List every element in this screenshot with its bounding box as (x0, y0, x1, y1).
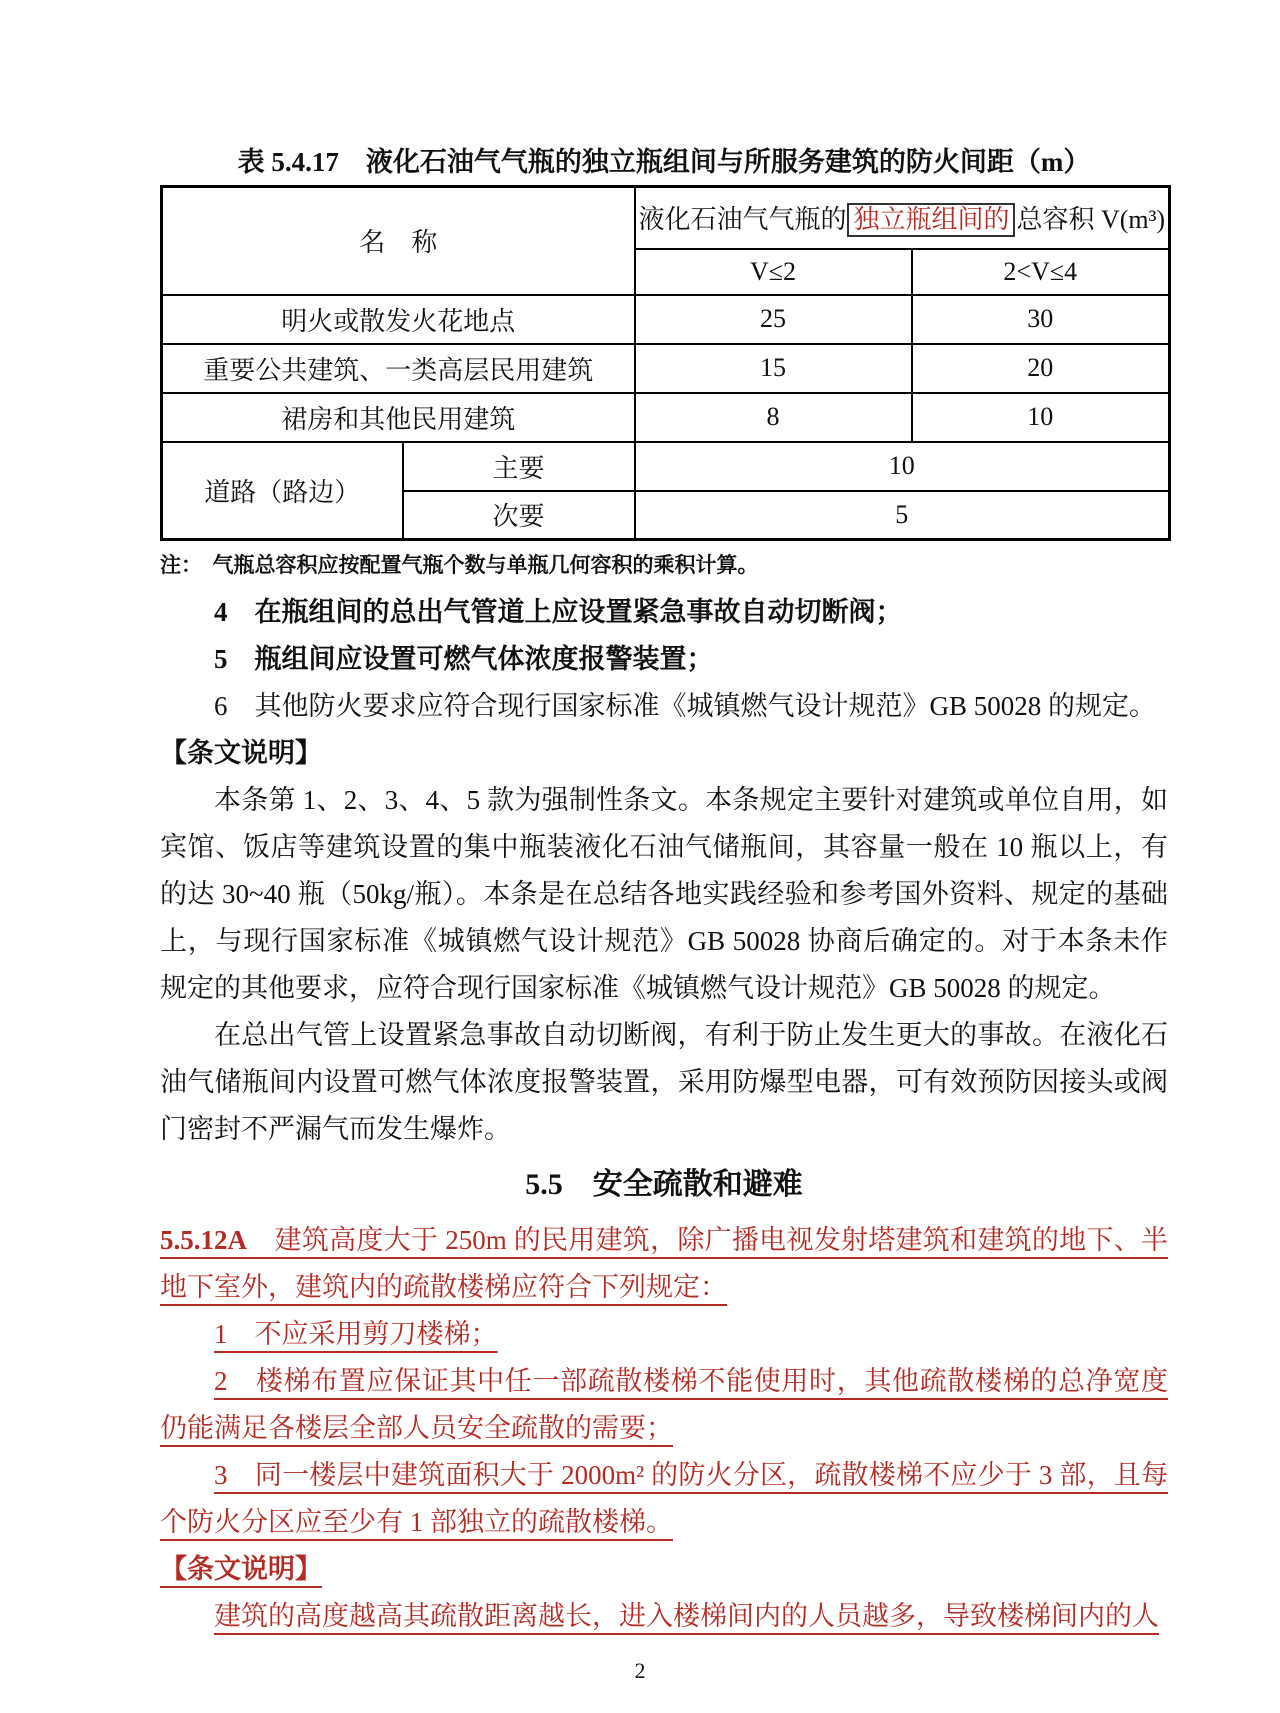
explanation-header-red: 【条文说明】 (160, 1554, 322, 1584)
clause-5512A-lead (160, 1217, 1168, 1311)
row-value-small: 15 (635, 344, 912, 393)
road-primary-value: 10 (635, 442, 1170, 491)
road-secondary-label: 次要 (403, 491, 635, 540)
row-value-large: 20 (912, 344, 1170, 393)
row-value-small: 25 (635, 295, 912, 344)
table-row (162, 295, 1170, 344)
explanation-paragraph-1: 本条第 1、2、3、4、5 款为强制性条文。本条规定主要针对建筑或单位自用，如宾馆、饭店等建筑设置的集中瓶装液化石油气储瓶间，其容量一般在 10 瓶以上，有的达 30~40 瓶（50kg/瓶）。本条是在总结各地实践经验和参考国外资料、规定的基础上，与现行国家标准《城镇燃气设计规范》GB 50028 协商后确定的。对于本条未作规定的其他要求，应符合现行国家标准《城镇燃气设计规范》GB 50028 的规定。 (160, 785, 1168, 1003)
table-subheader-v-large: 2<V≤4 (912, 249, 1170, 295)
clause-5512A-lead-text: 建筑高度大于 250m 的民用建筑，除广播电视发射塔建筑和建筑的地下、半地下室外，建筑内的疏散楼梯应符合下列规定： (160, 1225, 1168, 1302)
body-text (160, 589, 1168, 1640)
table-row (162, 393, 1170, 442)
clause-5417-item-5: 5 瓶组间应设置可燃气体浓度报警装置； (214, 644, 714, 674)
explanation-header-black: 【条文说明】 (160, 738, 322, 768)
row-name: 裙房和其他民用建筑 (162, 393, 635, 442)
table-row-road-primary (162, 442, 1170, 491)
clause-5512A-item-2: 2 楼梯布置应保证其中任一部疏散楼梯不能使用时，其他疏散楼梯的总净宽度仍能满足各楼层全部人员安全疏散的需要； (160, 1366, 1168, 1443)
explanation-paragraph-2: 在总出气管上设置紧急事故自动切断阀，有利于防止发生更大的事故。在液化石油气储瓶间内设置可燃气体浓度报警装置，采用防爆型电器，可有效预防因接头或阀门密封不严漏气而发生爆炸。 (160, 1020, 1168, 1144)
row-name: 重要公共建筑、一类高层民用建筑 (162, 344, 635, 393)
capacity-header-prefix: 液化石油气气瓶的 (638, 204, 847, 234)
clause-5417-item-4: 4 在瓶组间的总出气管道上应设置紧急事故自动切断阀； (214, 597, 903, 627)
page-content (160, 146, 1168, 1640)
clause-5512A-number: 5.5.12A (160, 1225, 247, 1255)
table-note: 注： 气瓶总容积应按配置气瓶个数与单瓶几何容积的乘积计算。 (160, 553, 759, 577)
capacity-header-suffix: 总容积 V(m³) (1016, 204, 1166, 234)
table-row (162, 344, 1170, 393)
clause-5512A-item-3: 3 同一楼层中建筑面积大于 2000m² 的防火分区，疏散楼梯不应少于 3 部，且每个防火分区应至少有 1 部独立的疏散楼梯。 (160, 1460, 1168, 1537)
road-secondary-value: 5 (635, 491, 1170, 540)
section-5-5-heading: 5.5 安全疏散和避难 (525, 1168, 803, 1201)
road-primary-label: 主要 (403, 442, 635, 491)
row-value-large: 10 (912, 393, 1170, 442)
table-header-capacity (635, 187, 1170, 249)
road-name: 道路（路边） (162, 442, 403, 540)
table-header-name: 名 称 (162, 187, 635, 295)
row-value-small: 8 (635, 393, 912, 442)
fire-separation-table (160, 185, 1171, 541)
row-value-large: 30 (912, 295, 1170, 344)
capacity-header-boxed-revision: 独立瓶组间的 (847, 203, 1015, 237)
table-caption: 表 5.4.17 液化石油气气瓶的独立瓶组间与所服务建筑的防火间距（m） (237, 147, 1091, 177)
clause-5417-item-6: 6 其他防火要求应符合现行国家标准《城镇燃气设计规范》GB 50028 的规定。 (214, 691, 1157, 721)
page-number: 2 (634, 1658, 646, 1683)
clause-5512A-item-1: 1 不应采用剪刀楼梯； (214, 1319, 498, 1349)
red-explanation-paragraph: 建筑的高度越高其疏散距离越长，进入楼梯间内的人员越多，导致楼梯间内的人 (214, 1601, 1159, 1631)
table-subheader-v-small: V≤2 (635, 249, 912, 295)
row-name: 明火或散发火花地点 (162, 295, 635, 344)
